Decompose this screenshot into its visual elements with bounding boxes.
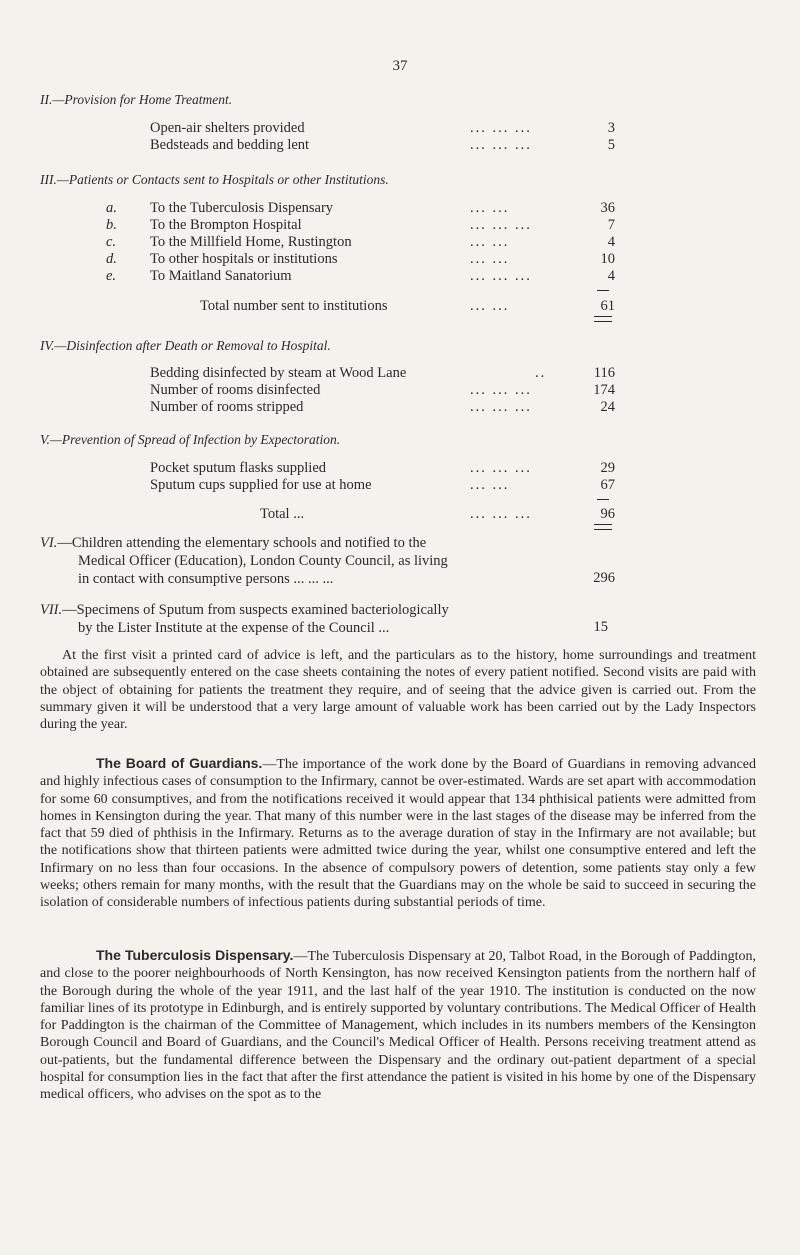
row-value: 4 [607, 234, 615, 250]
row-dots: ... ... ... [470, 137, 532, 153]
table-row [150, 399, 625, 417]
row-dots: ... ... [470, 200, 510, 216]
row-dots: ... ... [470, 234, 510, 250]
sum-rule [597, 499, 609, 500]
row-label: Pocket sputum flasks supplied [150, 460, 327, 476]
section-7-line-2: by the Lister Institute at the expense of the Council ... [78, 620, 390, 636]
total-row [150, 506, 625, 524]
row-label: To the Brompton Hospital [150, 217, 302, 233]
row-value: 3 [607, 120, 615, 136]
section-6 [40, 534, 585, 588]
section-5-heading: V.—Prevention of Spread of Infection by Expectoration. [40, 432, 341, 447]
section-7-number: VII. [40, 602, 63, 618]
row-label: To Maitland Sanatorium [150, 268, 292, 284]
board-of-guardians-heading: The Board of Guardians. [96, 755, 263, 771]
section-3-heading: III.—Patients or Contacts sent to Hospitals or other Institutions. [40, 172, 389, 187]
row-dots: ... ... ... [470, 120, 532, 136]
row-value: 5 [607, 137, 615, 153]
row-letter: d. [106, 251, 117, 267]
row-label: Bedding disinfected by steam at Wood Lane [150, 365, 407, 381]
section-4-heading: IV.—Disinfection after Death or Removal to Hospital. [40, 338, 331, 353]
row-label: Sputum cups supplied for use at home [150, 477, 372, 493]
row-label: To other hospitals or institutions [150, 251, 338, 267]
paragraph-inspectors: At the first visit a printed card of advice is left, and the particulars as to the history, home surroundings and treatment obtained are subsequently entered on the case sheets containing the notes of every patient notified. Second visits are paid with the object of obtaining for patients the treatment they require, and of seeing that the advice given is carried out. From the summary given it will be understood that a very large amount of valuable work has been carried out by the Lady Inspectors during the year. [40, 648, 756, 733]
section-2-heading: II.—Provision for Home Treatment. [40, 92, 233, 107]
row-dots: ... ... ... [470, 382, 532, 398]
row-letter: e. [106, 268, 117, 284]
row-dots: ... ... [470, 477, 510, 493]
row-letter: a. [106, 200, 117, 216]
table-row [150, 382, 625, 400]
table-row [150, 365, 625, 383]
table-row [106, 251, 625, 269]
row-value: 10 [600, 251, 615, 267]
row-label: To the Millfield Home, Rustington [150, 234, 352, 250]
row-value: 24 [600, 399, 615, 415]
table-row [106, 268, 625, 286]
row-value: 36 [600, 200, 615, 216]
row-value: 174 [593, 382, 615, 398]
row-value: 116 [593, 365, 615, 381]
section-6-number: VI. [40, 535, 58, 551]
total-label: Total ... [260, 506, 305, 522]
paragraph-board-of-guardians [40, 755, 756, 912]
row-dots: ... ... ... [470, 217, 532, 233]
section-6-value: 296 [593, 570, 615, 586]
table-row [150, 460, 625, 478]
board-of-guardians-text: —The importance of the work done by the Board of Guardians in removing advanced and highly infectious cases of consumption to the Infirmary, cannot be over-estimated. Wards are set apart with accommodation for some 60 consumptives, and from the notifications received it would appear that 134 phthisical patients were admitted from homes in Kensington during the year. That many of this number were in the last stages of the disease may be inferred from the fact that 59 died of phthisis in the Infirmary. Returns as to the average duration of stay in the Infirmary are not available; but the notifications show that thirteen patients were admitted twice during the year, whilst one consumptive entered and left the Infirmary on no less than four occasions. In the absence of compulsory powers of detention, some patients stay only a few weeks; others remain for many months, with the result that the Guardians may on the whole be said to succeed in securing the isolation of considerable numbers of infectious patients during substantial periods of time. [40, 757, 756, 911]
row-label: Open-air shelters provided [150, 120, 305, 136]
row-value: 67 [600, 477, 615, 493]
row-dots: ... ... ... [470, 460, 532, 476]
table-row [150, 137, 625, 155]
table-row [106, 234, 625, 252]
total-double-rule [594, 524, 612, 530]
row-dots: .. [535, 365, 547, 381]
row-value: 7 [607, 217, 615, 233]
total-double-rule [594, 316, 612, 322]
section-7 [40, 601, 585, 637]
section-7-line-1: —Specimens of Sputum from suspects examined bacteriologically [62, 602, 449, 618]
row-value: 4 [607, 268, 615, 284]
table-row [150, 477, 625, 495]
section-7-value: 15 [593, 619, 608, 635]
section-6-line-3: in contact with consumptive persons ... ... ... [78, 571, 334, 587]
section-6-line-1: —Children attending the elementary schools and notified to the [57, 535, 427, 551]
total-row [150, 298, 625, 316]
total-value: 61 [600, 298, 615, 314]
row-letter: b. [106, 217, 117, 233]
section-6-line-2: Medical Officer (Education), London County Council, as living [78, 553, 448, 569]
row-letter: c. [106, 234, 117, 250]
row-label: Bedsteads and bedding lent [150, 137, 310, 153]
paragraph-tuberculosis-dispensary [40, 947, 756, 1104]
row-dots: ... ... ... [470, 506, 532, 522]
row-dots: ... ... ... [470, 268, 532, 284]
row-dots: ... ... ... [470, 399, 532, 415]
row-label: Number of rooms stripped [150, 399, 304, 415]
tuberculosis-dispensary-heading: The Tuberculosis Dispensary. [96, 947, 294, 963]
sum-rule [597, 290, 609, 291]
tuberculosis-dispensary-text: —The Tuberculosis Dispensary at 20, Talbot Road, in the Borough of Paddington, and close to the poorer neighbourhoods of North Kensington, has now received Kensington patients from the northern half of the Borough during the whole of the year 1911, and the last half of the year 1910. The institution is conducted on the now familiar lines of its prototype in Edinburgh, and is entirely supported by voluntary contributions. The Medical Officer of Health for Paddington is the chairman of the Committee of Management, which includes in its numbers members of the Kensington Borough Council and Board of Guardians, and the Council's Medical Officer of Health. Persons receiving treatment attend as out-patients, but the fundamental difference between the Dispensary and the ordinary out-patient department of a special hospital for consumption lies in the fact that after the first attendance the patient is visited in his home by one of the Dispensary medical officers, who advises on the spot as to the [40, 949, 757, 1103]
total-label: Total number sent to institutions [200, 298, 388, 314]
row-label: Number of rooms disinfected [150, 382, 321, 398]
table-row [150, 120, 625, 138]
row-label: To the Tuberculosis Dispensary [150, 200, 334, 216]
table-row [106, 200, 625, 218]
row-dots: ... ... [470, 251, 510, 267]
table-row [106, 217, 625, 235]
row-dots: ... ... [470, 298, 510, 314]
row-value: 29 [600, 460, 615, 476]
page-number: 37 [392, 58, 408, 74]
total-value: 96 [600, 506, 615, 522]
